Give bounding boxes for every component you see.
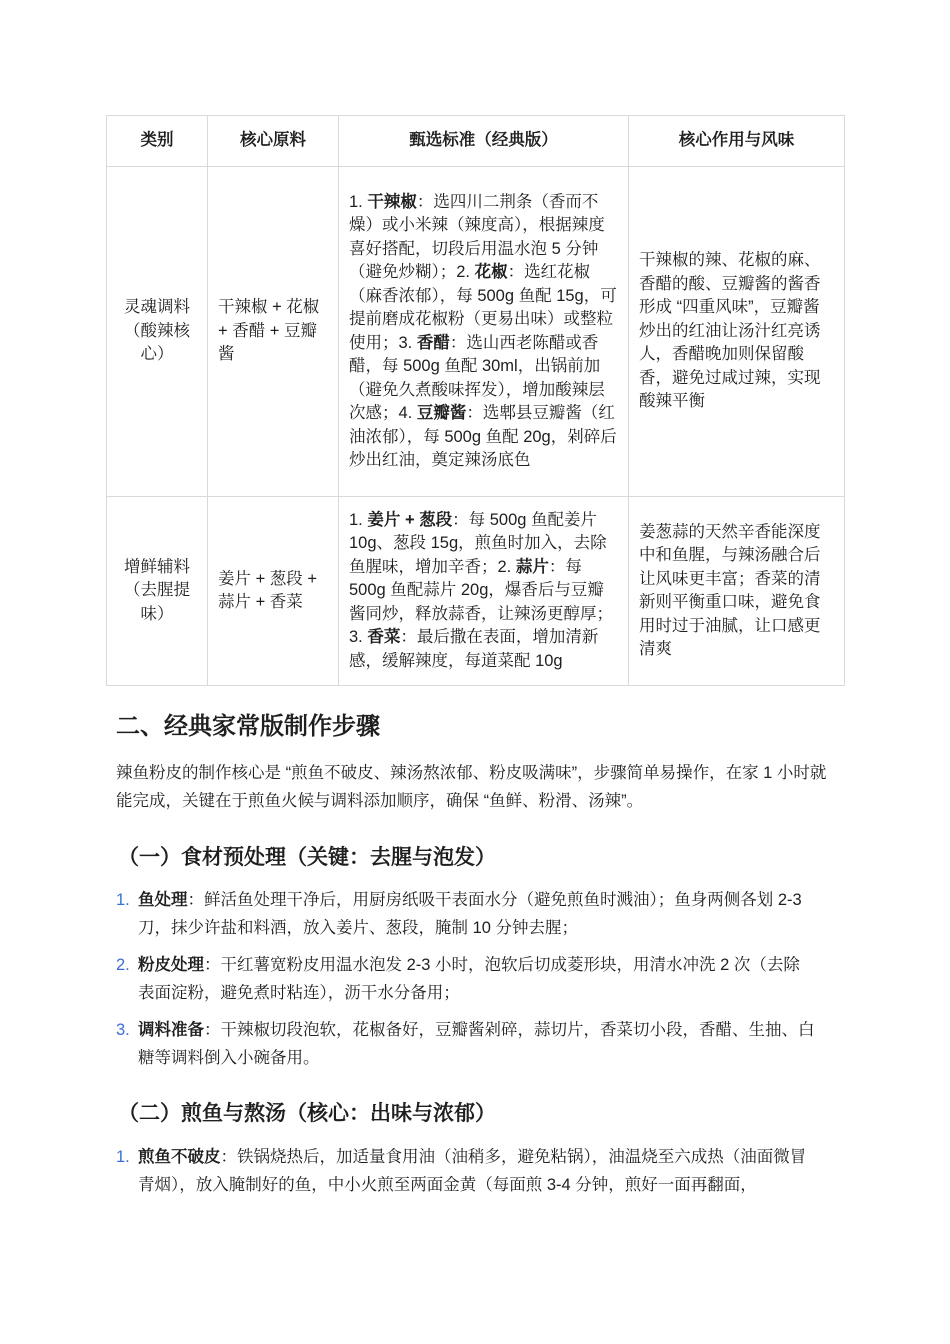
list-item: [116, 1016, 816, 1072]
role-cell: 姜葱蒜的天然辛香能深度中和鱼腥，与辣汤融合后让风味更丰富；香菜的清新则平衡重口味，避免食用时过于油腻，让口感更清爽: [629, 497, 845, 686]
header-category: 类别: [107, 116, 208, 167]
subsection-heading: （二）煎鱼与熬汤（核心：出味与浓郁）: [118, 1102, 496, 1125]
table-row: [107, 167, 845, 497]
step-text: ：干辣椒切段泡软，花椒备好，豆瓣酱剁碎，蒜切片，香菜切小段，香醋、生抽、白糖等调料倒入小碗备用。: [138, 1021, 815, 1067]
standard-cell: 1. 干辣椒：选四川二荆条（香而不燥）或小米辣（辣度高），根据辣度喜好搭配，切段后用温水泡 5 分钟（避免炒糊）；2. 花椒：选红花椒（麻香浓郁），每 500g 鱼配 15g，可提前磨成花椒粉（更易出味）或整粒使用；3. 香醋：选山西老陈醋或香醋，每 500g 鱼配 30ml，出锅前加（避免久煮酸味挥发），增加酸辣层次感；4. 豆瓣酱：选郫县豆瓣酱（红油浓郁），每 500g 鱼配 20g，剁碎后炒出红油，奠定辣汤底色: [339, 167, 629, 497]
materials-cell: 姜片 + 葱段 + 蒜片 + 香菜: [208, 497, 339, 686]
keyword: 姜片 + 葱段: [367, 510, 453, 529]
keyword: 花椒: [474, 263, 508, 281]
keyword: 干辣椒: [367, 192, 417, 211]
category-line: 灵魂调料: [124, 298, 190, 317]
category-line: 增鲜辅料: [124, 557, 190, 576]
standard-cell: 1. 姜片 + 葱段：每 500g 鱼配姜片 10g、葱段 15g，煎鱼时加入，去除鱼腥味，增加辛香；2. 蒜片：每 500g 鱼配蒜片 20g，爆香后与豆瓣酱同炒，释放蒜香，让辣汤更醇厚；3. 香菜：最后撒在表面，增加清新感，缓解辣度，每道菜配 10g: [339, 497, 629, 686]
header-standard: 甄选标准（经典版）: [339, 116, 629, 167]
table-row: [107, 497, 845, 686]
role-cell: 干辣椒的辣、花椒的麻、香醋的酸、豆瓣酱的酱香形成 “四重风味”，豆瓣酱炒出的红油让汤汁红亮诱人，香醋晚加则保留酸香，避免过咸过辣，实现酸辣平衡: [629, 167, 845, 497]
step-keyword: 粉皮处理: [138, 956, 204, 974]
step-keyword: 调料准备: [138, 1021, 204, 1039]
keyword: 豆瓣酱: [416, 404, 467, 422]
list-item: [116, 951, 816, 1007]
cook-steps-list: [116, 1143, 816, 1208]
prep-steps-list: [116, 886, 816, 1081]
category-line: 心）: [140, 345, 174, 364]
keyword: 香醋: [416, 333, 450, 352]
list-number: 3.: [116, 1021, 130, 1039]
category-line: （去腥提: [124, 581, 190, 600]
table-header-row: [107, 116, 845, 167]
category-line: 味）: [140, 604, 174, 623]
category-line: （酸辣核: [124, 321, 190, 340]
step-keyword: 煎鱼不破皮: [138, 1148, 221, 1166]
header-role: 核心作用与风味: [629, 116, 845, 167]
list-number: 1.: [116, 891, 130, 909]
header-materials: 核心原料: [208, 116, 339, 167]
step-text: ：鲜活鱼处理干净后，用厨房纸吸干表面水分（避免煎鱼时溅油）；鱼身两侧各划 2-3 刀，抹少许盐和料酒，放入姜片、葱段，腌制 10 分钟去腥；: [138, 891, 802, 937]
subsection-heading: （一）食材预处理（关键：去腥与泡发）: [118, 846, 496, 869]
step-keyword: 鱼处理: [138, 891, 188, 909]
list-item: [116, 1143, 816, 1199]
list-number: 2.: [116, 956, 130, 974]
category-cell: [107, 167, 208, 497]
ingredient-table: [106, 115, 845, 686]
section-intro: 辣鱼粉皮的制作核心是 “煎鱼不破皮、辣汤熬浓郁、粉皮吸满味”，步骤简单易操作，在家 1 小时就能完成，关键在于煎鱼火候与调料添加顺序，确保 “鱼鲜、粉滑、汤辣”。: [116, 764, 827, 810]
keyword: 香菜: [367, 628, 401, 647]
list-number: 1.: [116, 1148, 130, 1166]
materials-cell: 干辣椒 + 花椒 + 香醋 + 豆瓣酱: [208, 167, 339, 497]
step-text: ：铁锅烧热后，加适量食用油（油稍多，避免粘锅），油温烧至六成热（油面微冒青烟），放入腌制好的鱼，中小火煎至两面金黄（每面煎 3-4 分钟，煎好一面再翻面，: [138, 1148, 807, 1194]
section-heading: 二、经典家常版制作步骤: [116, 713, 380, 740]
list-item: [116, 886, 816, 942]
step-text: ：干红薯宽粉皮用温水泡发 2-3 小时，泡软后切成菱形块，用清水冲洗 2 次（去除表面淀粉，避免煮时粘连），沥干水分备用；: [138, 956, 800, 1002]
category-cell: [107, 497, 208, 686]
keyword: 蒜片: [515, 557, 549, 576]
